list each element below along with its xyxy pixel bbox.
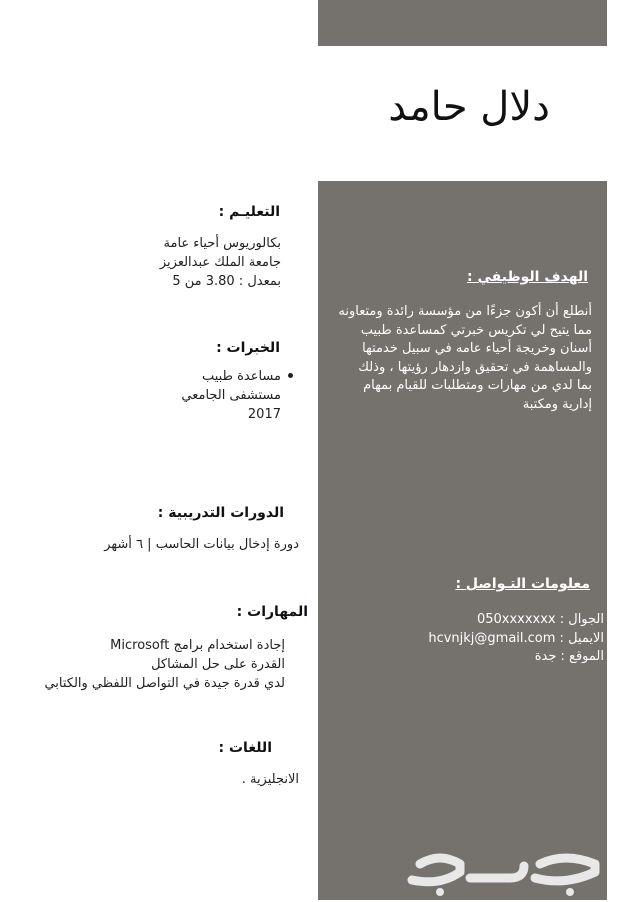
experience-heading: الخبرات : bbox=[216, 340, 280, 356]
course-item: دورة إدخال بيانات الحاسب | ٦ أشهر bbox=[104, 537, 299, 552]
experience-place: مستشفى الجامعي bbox=[181, 388, 281, 403]
experience-details bbox=[181, 367, 281, 424]
languages-details bbox=[242, 770, 299, 789]
contact-heading: معلومات التـواصل : bbox=[455, 576, 590, 592]
sidebar-panel bbox=[318, 181, 607, 900]
languages-heading: اللغات : bbox=[218, 740, 272, 756]
objective-line: بما لدي من مهارات ومتطلبات للقيام بمهام bbox=[363, 378, 592, 393]
header-bar bbox=[318, 0, 607, 46]
courses-details bbox=[104, 535, 299, 554]
contact-email: الايميل : hcvnjkj@gmail.com bbox=[428, 630, 604, 646]
education-university: جامعة الملك عبدالعزيز bbox=[159, 255, 281, 270]
education-gpa: بمعدل : 3.80 من 5 bbox=[172, 274, 281, 289]
bullet-point bbox=[288, 373, 293, 378]
skills-details bbox=[44, 636, 285, 693]
objective-line: مما يتيح لي تكريس خبرتي كمساعدة طبيب bbox=[360, 322, 592, 338]
haraj-watermark-logo bbox=[400, 842, 610, 898]
courses-heading: الدورات التدريبية : bbox=[157, 505, 284, 521]
skills-heading: المهارات : bbox=[236, 604, 308, 620]
contact-phone: الجوال : 050xxxxxxx bbox=[476, 612, 604, 627]
education-heading: التعليـم : bbox=[218, 204, 280, 220]
education-details bbox=[160, 234, 281, 291]
skill-item: لدي قدرة جيدة في التواصل اللفظي والكتابي bbox=[44, 676, 285, 691]
experience-role: مساعدة طبيب bbox=[201, 369, 281, 384]
skill-item: إجادة استخدام برامج Microsoft bbox=[110, 638, 285, 653]
experience-year: 2017 bbox=[247, 407, 281, 422]
objective-line: إدارية ومكتبة bbox=[522, 396, 592, 412]
education-degree: بكالوريوس أحياء عامة bbox=[163, 236, 281, 251]
objective-heading: الهدف الوظيفي : bbox=[467, 269, 588, 285]
objective-line: أنطلع أن أكون جزءًا من مؤسسة رائدة ومتعاونه bbox=[338, 304, 592, 319]
person-name: دلال حامد bbox=[388, 84, 550, 130]
haraj-logo-icon bbox=[400, 842, 610, 898]
contact-details bbox=[428, 611, 604, 667]
skill-item: القدرة على حل المشاكل bbox=[151, 657, 285, 672]
contact-location: الموقع : جدة bbox=[534, 649, 604, 664]
objective-line: أسنان وخريجة أحياء عامه في سبيل خدمتها bbox=[362, 341, 592, 356]
objective-line: والمساهمة في تحقيق وازدهار رؤيتها ، وذلك bbox=[358, 359, 592, 375]
language-item: الانجليزية . bbox=[241, 772, 299, 787]
objective-text bbox=[322, 303, 592, 414]
